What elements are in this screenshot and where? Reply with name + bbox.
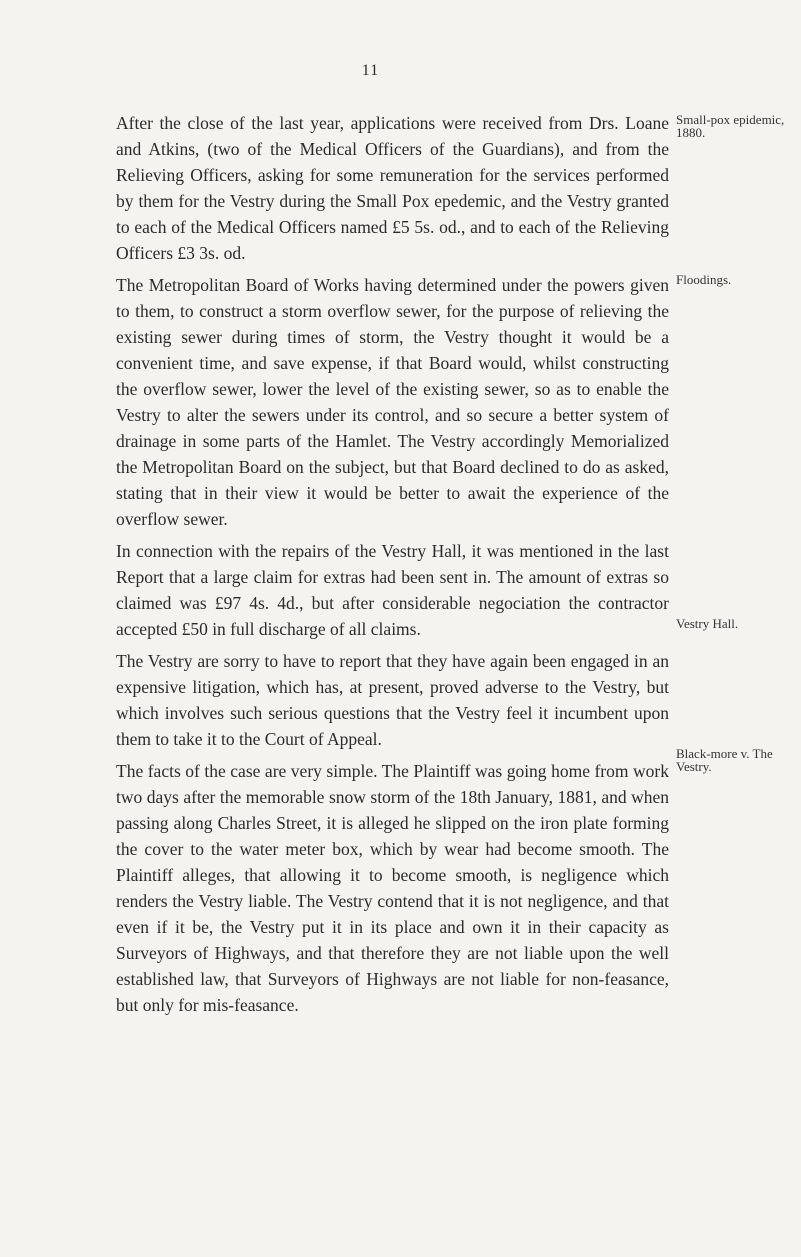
main-text bbox=[116, 110, 669, 1024]
page-number: 11 bbox=[361, 62, 380, 79]
margin-note-floodings: Floodings. bbox=[676, 272, 732, 287]
margin-note-small-pox: Small-pox epidemic, 1880. bbox=[676, 112, 785, 140]
paragraph-litigation: The Vestry are sorry to have to report that they have again been engaged in an expensive litigation, which has, at present, proved adverse to the Vestry, but which involves such serious questions that the Vestry feel it incumbent upon them to take it to the Court of Appeal. bbox=[116, 651, 669, 749]
margin-note-blackmore: Black-more v. The Vestry. bbox=[676, 746, 773, 774]
paragraph-case-facts: The facts of the case are very simple. The Plaintiff was going home from work two days after the memorable snow storm of the 18th January, 1881, and when passing along Charles Street, it is alleged he slipped on the iron plate forming the cover to the water meter box, which by wear had become smooth. The Plaintiff alleges, that allowing it to become smooth, is negligence which renders the Vestry liable. The Vestry contend that it is not negligence, and that even if it be, the Vestry put it in its place and own it in their capacity as Surveyors of Highways, and that therefore they are not liable upon the well established law, that Surveyors of Highways are not liable for non-feasance, but only for mis-feasance. bbox=[116, 761, 669, 1015]
paragraph-floodings: The Metropolitan Board of Works having determined under the powers given to them, to construct a storm overflow sewer, for the purpose of relieving the existing sewer during times of storm, the Vestry thought it would be a convenient time, and save expense, if that Board would, whilst constructing the overflow sewer, lower the level of the existing sewer, so as to enable the Vestry to alter the sewers under its control, and so secure a better system of drainage in some parts of the Hamlet. The Vestry accordingly Memorialized the Metropolitan Board on the subject, but that Board declined to do as asked, stating that in their view it would be better to await the experience of the overflow sewer. bbox=[116, 275, 669, 529]
margin-note-vestry-hall: Vestry Hall. bbox=[676, 616, 739, 631]
paragraph-vestry-hall: In connection with the repairs of the Vestry Hall, it was mentioned in the last Report that a large claim for extras had been sent in. The amount of extras so claimed was £97 4s. 4d., but after considerable negociation the contractor accepted £50 in full discharge of all claims. bbox=[116, 541, 669, 639]
paragraph-small-pox: After the close of the last year, applications were received from Drs. Loane and Atkins, (two of the Medical Officers of the Guardians), and from the Relieving Officers, asking for some remuneration for the services performed by them for the Vestry during the Small Pox epedemic, and the Vestry granted to each of the Medical Officers named £5 5s. od., and to each of the Relieving Officers £3 3s. od. bbox=[116, 113, 669, 263]
